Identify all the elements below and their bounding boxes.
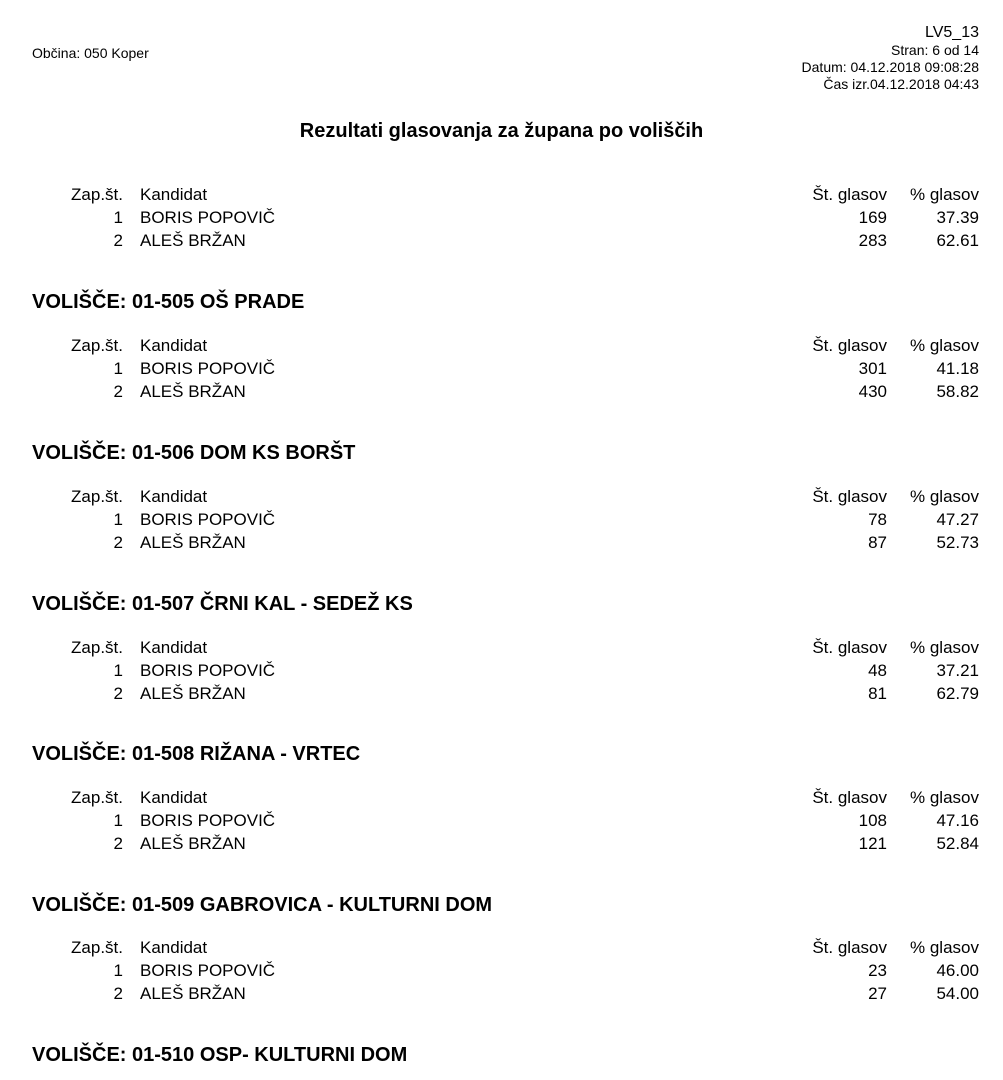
row-candidate: BORIS POPOVIČ	[140, 811, 276, 830]
column-header-votes: Št. glasov	[812, 487, 887, 506]
row-candidate: BORIS POPOVIČ	[140, 961, 276, 980]
row-number: 2	[113, 984, 123, 1003]
results-table	[0, 183, 1003, 252]
table-row	[0, 832, 1003, 855]
column-header-candidate: Kandidat	[140, 336, 208, 355]
row-candidate: ALEŠ BRŽAN	[140, 231, 246, 250]
row-number: 1	[113, 510, 123, 529]
table-row	[0, 380, 1003, 403]
column-header-votes: Št. glasov	[812, 638, 887, 657]
column-header-percent: % glasov	[910, 336, 979, 355]
column-header-votes: Št. glasov	[812, 185, 887, 204]
row-number: 2	[113, 533, 123, 552]
row-votes: 23	[868, 961, 887, 980]
column-header-number: Zap.št.	[71, 336, 123, 355]
column-header-candidate: Kandidat	[140, 788, 208, 807]
row-number: 1	[113, 961, 123, 980]
row-votes: 283	[858, 231, 887, 250]
results-table	[0, 786, 1003, 855]
row-percent: 47.16	[936, 811, 979, 830]
row-percent: 37.39	[936, 208, 979, 227]
table-row	[0, 982, 1003, 1005]
row-number: 1	[113, 359, 123, 378]
row-votes: 87	[868, 533, 887, 552]
row-percent: 37.21	[936, 661, 979, 680]
column-header-votes: Št. glasov	[812, 938, 887, 957]
table-header-row	[0, 936, 1003, 959]
row-votes: 169	[858, 208, 887, 227]
row-number: 2	[113, 684, 123, 703]
table-header-row	[0, 485, 1003, 508]
polling-station-heading: VOLIŠČE: 01-507 ČRNI KAL - SEDEŽ KS	[32, 593, 413, 615]
row-votes: 48	[868, 661, 887, 680]
row-votes: 78	[868, 510, 887, 529]
column-header-percent: % glasov	[910, 938, 979, 957]
row-candidate: ALEŠ BRŽAN	[140, 984, 246, 1003]
row-percent: 62.61	[936, 231, 979, 250]
report-code: LV5_13	[925, 24, 979, 41]
row-number: 2	[113, 382, 123, 401]
results-table	[0, 636, 1003, 705]
polling-station-heading: VOLIŠČE: 01-505 OŠ PRADE	[32, 291, 305, 313]
table-row	[0, 682, 1003, 705]
column-header-candidate: Kandidat	[140, 938, 208, 957]
column-header-candidate: Kandidat	[140, 487, 208, 506]
row-number: 1	[113, 661, 123, 680]
table-row	[0, 959, 1003, 982]
row-percent: 58.82	[936, 382, 979, 401]
column-header-percent: % glasov	[910, 487, 979, 506]
page-title: Rezultati glasovanja za župana po voliščih	[299, 120, 704, 142]
row-votes: 27	[868, 984, 887, 1003]
row-percent: 54.00	[936, 984, 979, 1003]
table-row	[0, 809, 1003, 832]
table-row	[0, 357, 1003, 380]
row-votes: 108	[858, 811, 887, 830]
table-header-row	[0, 636, 1003, 659]
report-date: Datum: 04.12.2018 09:08:28	[801, 59, 979, 75]
municipality-label: Občina: 050 Koper	[32, 45, 149, 61]
row-percent: 46.00	[936, 961, 979, 980]
column-header-candidate: Kandidat	[140, 185, 208, 204]
polling-station-heading: VOLIŠČE: 01-506 DOM KS BORŠT	[32, 442, 356, 464]
computed-time: Čas izr.04.12.2018 04:43	[823, 76, 979, 92]
polling-station-heading: VOLIŠČE: 01-510 OSP- KULTURNI DOM	[32, 1044, 408, 1066]
row-candidate: BORIS POPOVIČ	[140, 661, 276, 680]
row-candidate: ALEŠ BRŽAN	[140, 834, 246, 853]
row-candidate: BORIS POPOVIČ	[140, 510, 276, 529]
column-header-votes: Št. glasov	[812, 788, 887, 807]
table-row	[0, 531, 1003, 554]
row-candidate: BORIS POPOVIČ	[140, 359, 276, 378]
row-percent: 47.27	[936, 510, 979, 529]
row-percent: 52.84	[936, 834, 979, 853]
row-candidate: ALEŠ BRŽAN	[140, 533, 246, 552]
table-header-row	[0, 183, 1003, 206]
row-candidate: BORIS POPOVIČ	[140, 208, 276, 227]
results-table	[0, 936, 1003, 1005]
table-row	[0, 229, 1003, 252]
column-header-percent: % glasov	[910, 185, 979, 204]
row-votes: 121	[858, 834, 887, 853]
table-row	[0, 659, 1003, 682]
column-header-number: Zap.št.	[71, 788, 123, 807]
table-row	[0, 206, 1003, 229]
column-header-percent: % glasov	[910, 788, 979, 807]
column-header-number: Zap.št.	[71, 185, 123, 204]
table-row	[0, 508, 1003, 531]
column-header-percent: % glasov	[910, 638, 979, 657]
row-votes: 430	[858, 382, 887, 401]
page-info: Stran: 6 od 14	[891, 42, 979, 58]
column-header-number: Zap.št.	[71, 938, 123, 957]
table-header-row	[0, 334, 1003, 357]
row-number: 2	[113, 231, 123, 250]
row-candidate: ALEŠ BRŽAN	[140, 382, 246, 401]
row-votes: 301	[858, 359, 887, 378]
report-meta	[802, 24, 979, 93]
row-votes: 81	[868, 684, 887, 703]
row-number: 2	[113, 834, 123, 853]
table-header-row	[0, 786, 1003, 809]
polling-station-heading: VOLIŠČE: 01-508 RIŽANA - VRTEC	[32, 743, 361, 765]
row-candidate: ALEŠ BRŽAN	[140, 684, 246, 703]
polling-station-heading: VOLIŠČE: 01-509 GABROVICA - KULTURNI DOM	[32, 894, 493, 916]
results-table	[0, 485, 1003, 554]
row-percent: 62.79	[936, 684, 979, 703]
column-header-candidate: Kandidat	[140, 638, 208, 657]
row-percent: 52.73	[936, 533, 979, 552]
column-header-number: Zap.št.	[71, 487, 123, 506]
column-header-votes: Št. glasov	[812, 336, 887, 355]
results-table	[0, 334, 1003, 403]
column-header-number: Zap.št.	[71, 638, 123, 657]
row-number: 1	[113, 811, 123, 830]
row-number: 1	[113, 208, 123, 227]
row-percent: 41.18	[936, 359, 979, 378]
